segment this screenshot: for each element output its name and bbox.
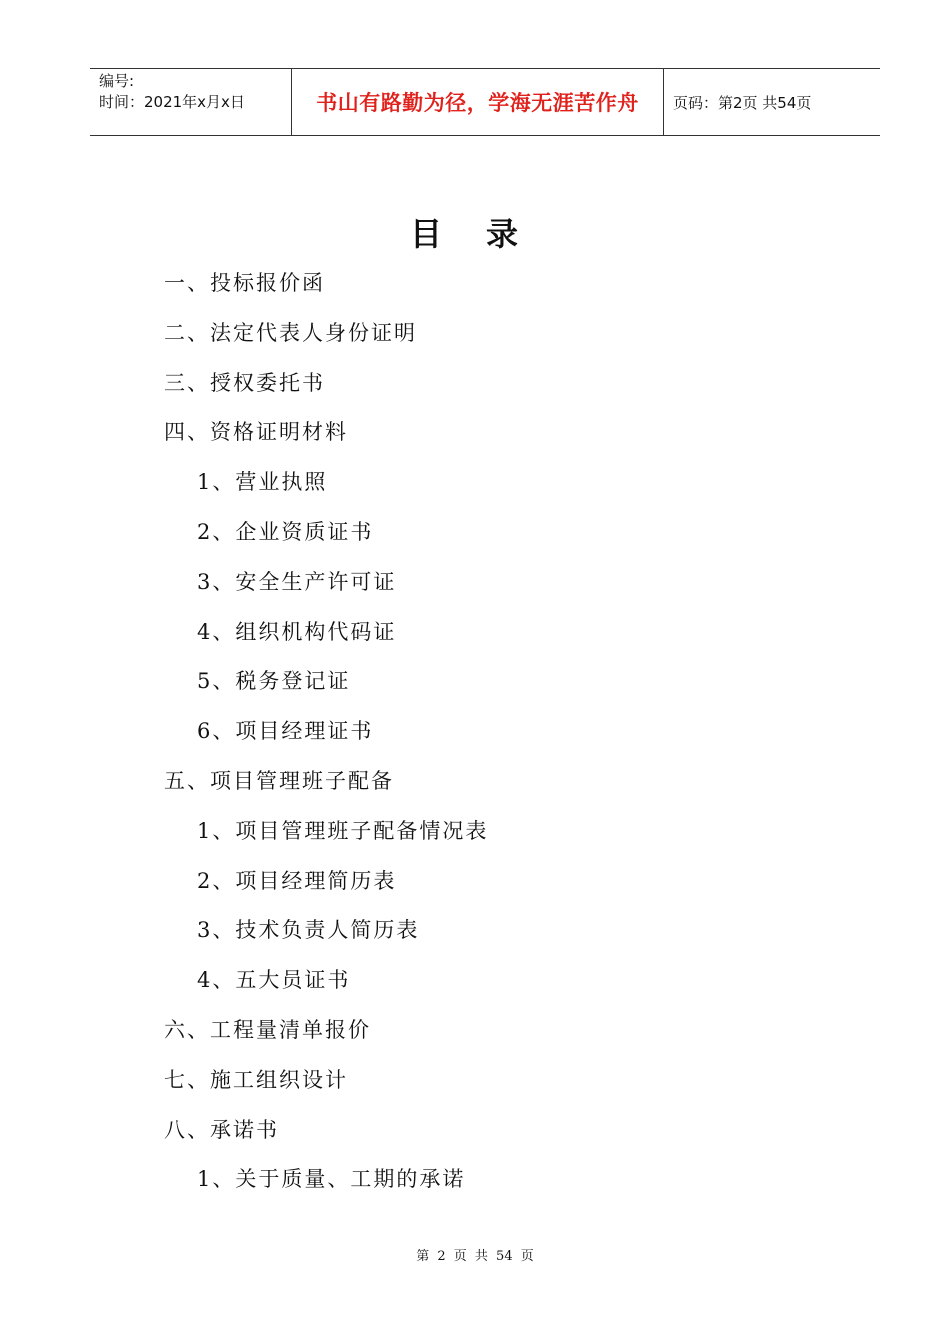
toc-subitem: 1、营业执照 [197, 470, 328, 495]
toc-subitem: 6、项目经理证书 [197, 719, 374, 744]
toc-item: 二、法定代表人身份证明 [164, 320, 417, 345]
toc-subitem: 2、企业资质证书 [197, 519, 374, 544]
toc-subitem: 5、税务登记证 [197, 669, 351, 694]
toc-item: 六、工程量清单报价 [164, 1017, 371, 1042]
toc-item: 五、项目管理班子配备 [164, 768, 394, 793]
header-number-label: 编号: [99, 72, 135, 90]
header-motto: 书山有路勤为径，学海无涯苦作舟 [292, 69, 664, 135]
toc-subitem: 3、安全生产许可证 [197, 569, 397, 594]
toc-subitem: 1、项目管理班子配备情况表 [197, 818, 489, 843]
toc-item: 三、授权委托书 [164, 370, 325, 395]
header-time-label: 时间：2021年x月x日 [99, 93, 245, 111]
page-header [90, 68, 880, 136]
toc-subitem: 4、五大员证书 [197, 968, 351, 993]
toc-subitem: 3、技术负责人简历表 [197, 918, 420, 943]
toc-item: 一、投标报价函 [164, 271, 325, 295]
page-footer: 第 2 页 共 54 页 [416, 1249, 534, 1264]
toc-item: 四、资格证明材料 [164, 420, 348, 445]
document-title: 目录 [409, 215, 562, 253]
toc-subitem: 4、组织机构代码证 [197, 619, 397, 644]
header-meta [90, 69, 292, 135]
table-of-contents [164, 259, 764, 1205]
toc-item: 七、施工组织设计 [164, 1067, 348, 1092]
toc-subitem: 2、项目经理简历表 [197, 868, 397, 893]
toc-item: 八、承诺书 [164, 1117, 279, 1142]
toc-subitem: 1、关于质量、工期的承诺 [197, 1167, 466, 1192]
header-page-info: 页码：第2页 共54页 [673, 93, 812, 112]
